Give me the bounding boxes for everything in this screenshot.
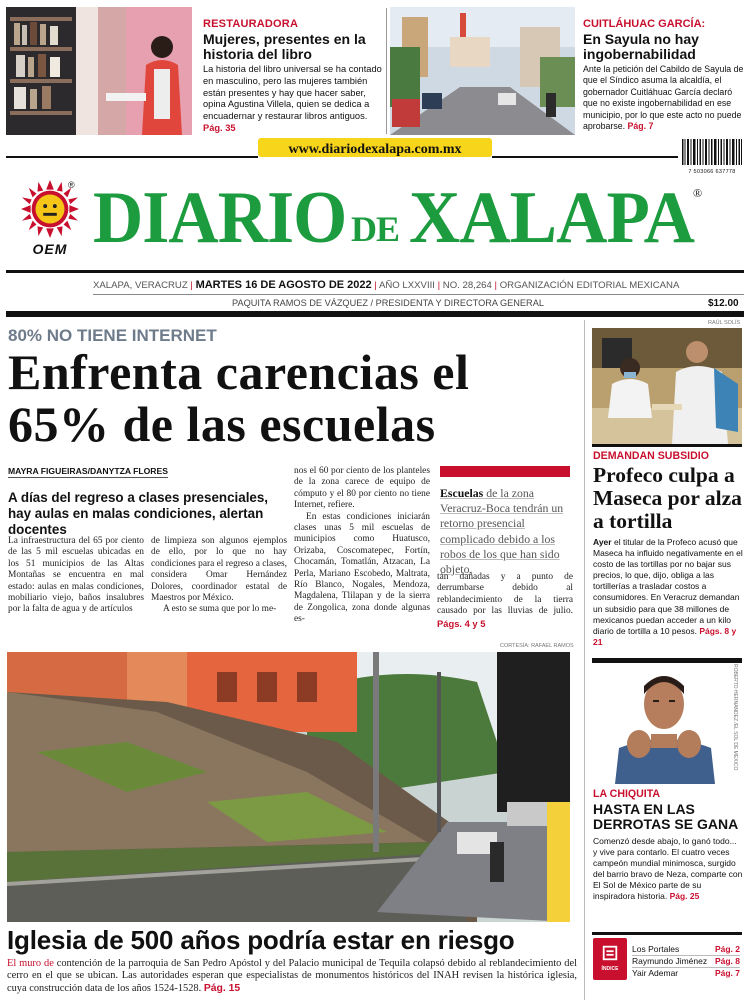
teaser-right-kicker: CUITLÁHUAC GARCÍA: bbox=[583, 18, 706, 30]
main-col4-text bbox=[437, 572, 573, 631]
title-xalapa: XALAPA bbox=[409, 177, 694, 259]
masthead-registered-small: ® bbox=[68, 180, 75, 190]
sidebar-body-2-text: Comenzó desde abajo, lo ganó todo... y vive para contarlo. El cuatro veces campeón mundial minimosca, surgido del barrio bravo de Neza, comparte con El Sol de México parte de su inspiradora historia. bbox=[593, 836, 743, 902]
sidebar-page[interactable]: Págs. 8 y 21 bbox=[593, 625, 737, 647]
sidebar-headline[interactable]: Profeco culpa a Maseca por alza a tortilla bbox=[593, 463, 742, 533]
website-bar[interactable] bbox=[258, 138, 492, 157]
sep: | bbox=[437, 280, 441, 291]
teaser-right-text: Ante la petición del Cabildo de Sayula de que el Síndico asuma la alcaldía, el gobernador Cuitláhuac García declaró que no existe ingobernabilidad en ese municipio, por lo que este acto no puede aprobarse. bbox=[583, 64, 744, 132]
main-byline: MAYRA FIGUEIRAS/DANYTZA FLORES bbox=[8, 466, 168, 476]
rule-top bbox=[6, 156, 258, 158]
sidebar-rule-2 bbox=[592, 658, 742, 663]
main-col4 bbox=[437, 572, 573, 631]
main-deck: A días del regreso a clases presenciales, hay aulas en malas condiciones, alertan docentes bbox=[8, 490, 269, 537]
index-list bbox=[632, 944, 740, 979]
teaser-left-title[interactable]: Mujeres, presentes en la historia del libro bbox=[203, 31, 366, 62]
masthead-title[interactable] bbox=[93, 178, 733, 258]
index-page: Pág. 7 bbox=[714, 968, 740, 978]
sidebar-body-2 bbox=[593, 836, 743, 903]
sidebar-headline-2[interactable]: HASTA EN LAS DERROTAS SE GANA bbox=[593, 801, 739, 832]
main-col2-b: A esto se suma que por lo me- bbox=[163, 604, 277, 615]
boxer-photo[interactable] bbox=[595, 664, 733, 784]
index-row[interactable] bbox=[632, 944, 740, 956]
teaser-left-kicker: RESTAURADORA bbox=[203, 18, 299, 30]
index-name: Raymundo Jiménez bbox=[632, 956, 708, 966]
dateline-city: XALAPA, VERACRUZ bbox=[93, 280, 188, 291]
pullquote-lead: Escuelas bbox=[440, 486, 484, 500]
dateline-org: ORGANIZACIÓN EDITORIAL MEXICANA bbox=[499, 280, 680, 291]
title-diario: DIARIO bbox=[93, 177, 347, 259]
index-name: Los Portales bbox=[632, 944, 680, 954]
main-col4-body: tán dañadas y a punto de derrumbarse debido al reblandecimiento de la tierra causado por las lluvias de julio. bbox=[437, 572, 573, 617]
teaser-right-body bbox=[583, 64, 745, 132]
divider-vertical-top bbox=[386, 8, 387, 134]
church-body-lead: El muro de bbox=[7, 958, 54, 969]
dateline-row bbox=[93, 279, 743, 291]
main-col2-a: de limpieza son algunos ejemplos de ello, por lo que no hay condiciones para el regreso a clases, considera Omar Hernández Dolores, coordinador estatal de Maestros por México. bbox=[151, 536, 287, 604]
main-col3 bbox=[294, 466, 430, 626]
index-rule bbox=[592, 932, 742, 935]
index-row[interactable] bbox=[632, 968, 740, 979]
teaser-right-title[interactable]: En Sayula no hay ingobernabilidad bbox=[583, 31, 699, 62]
sidebar-rule bbox=[592, 444, 742, 447]
index-name: Yair Ademar bbox=[632, 968, 679, 978]
church-body-text: contención de la parroquia de San Pedro Apóstol y del Palacio municipal de Tequila colapsó debido al reblandecimiento del cerro en el que se ubican. Las autoridades esperan que especialistas de monumentos históricos del INAH revisen la histórica iglesia, cuya construcción data de los años 1524-1528. bbox=[7, 958, 577, 994]
sidebar-body-text: el titular de la Profeco acusó que Maseca ha influido negativamente en el costo de las tortillas por no bajar sus precios, lo que, dijo, obliga a las tortillerías a trasladar costos a consumidores. En Veracruz demandan un subsidio para que 38 millones de mexicanos puedan acceder a un kilo diario de tortilla a 10 pesos. bbox=[593, 537, 743, 636]
column-divider bbox=[584, 320, 585, 1000]
main-col4-page[interactable]: Págs. 4 y 5 bbox=[437, 617, 486, 629]
index-page: Pág. 8 bbox=[714, 956, 740, 966]
director-line: PAQUITA RAMOS DE VÁZQUEZ / PRESIDENTA Y DIRECTORA GENERAL bbox=[232, 298, 544, 308]
index-row[interactable] bbox=[632, 956, 740, 968]
sep: | bbox=[374, 280, 377, 291]
sidebar-kicker-2: LA CHIQUITA bbox=[593, 788, 661, 800]
pullquote-bar bbox=[440, 466, 570, 477]
church-headline[interactable]: Iglesia de 500 años podría estar en riesgo bbox=[7, 925, 515, 955]
barcode-icon bbox=[681, 139, 743, 165]
teaser-left-text: La historia del libro universal se ha contado en masculino, pero las mujeres también están presentes y hay que hacer saber, opina Agustina Villela, quien se dedica a encuadernar y restaurar libros antiguos. bbox=[203, 64, 382, 122]
church-body bbox=[7, 958, 577, 995]
sidebar-photo[interactable] bbox=[592, 328, 742, 444]
pullquote-text: de la zona Veracruz-Boca tendrán un retorno presencial complicado debido a los robos de los que han sido objeto. bbox=[440, 486, 564, 577]
main-kicker: 80% NO TIENE INTERNET bbox=[8, 326, 217, 345]
index-page: Pág. 2 bbox=[714, 944, 740, 954]
title-de: DE bbox=[351, 209, 400, 249]
price: $12.00 bbox=[708, 298, 739, 309]
teaser-right-photo[interactable] bbox=[390, 7, 575, 135]
church-photo-credit: CORTESÍA: RAFAEL RAMOS bbox=[500, 643, 574, 649]
sidebar-body bbox=[593, 537, 743, 648]
dateline-date: MARTES 16 DE AGOSTO DE 2022 bbox=[195, 279, 372, 291]
barcode-number: 7 503066 637778 bbox=[688, 169, 736, 175]
sidebar-photo-credit: RAÚL SOLÍS bbox=[708, 320, 741, 326]
teaser-left[interactable] bbox=[203, 18, 383, 135]
teaser-left-body bbox=[203, 64, 383, 135]
oem-logo[interactable] bbox=[18, 180, 82, 257]
teaser-left-photo[interactable] bbox=[6, 7, 192, 135]
church-page[interactable]: Pág. 15 bbox=[203, 982, 241, 994]
index-book-icon bbox=[601, 944, 619, 962]
teaser-right-page[interactable]: Pág. 7 bbox=[627, 121, 654, 132]
rule-dateline bbox=[93, 294, 744, 295]
main-headline[interactable]: Enfrenta carencias el 65% de las escuelas bbox=[8, 344, 470, 452]
index-badge bbox=[593, 938, 627, 980]
sidebar-body-lead: Ayer bbox=[593, 537, 612, 547]
website-url[interactable]: www.diariodexalapa.com.mx bbox=[288, 142, 462, 157]
teaser-left-page[interactable]: Pág. 35 bbox=[203, 122, 236, 133]
rule-main bbox=[6, 311, 744, 317]
pullquote bbox=[440, 486, 570, 577]
church-photo[interactable] bbox=[7, 652, 570, 922]
main-col3-a: nos el 60 por ciento de los planteles de la zona carece de equipo de cómputo y el 80 por ciento no tiene Internet, refiere. bbox=[294, 466, 430, 511]
oem-logo-text: OEM bbox=[32, 241, 68, 257]
index-label: ÍNDICE bbox=[601, 966, 619, 972]
boxer-photo-credit: ROBERTO HERNÁNDEZ /EL SOL DE MÉXICO bbox=[732, 664, 738, 771]
dateline-number: NO. 28,264 bbox=[442, 280, 492, 291]
rule-masthead bbox=[6, 270, 744, 273]
title-registered: ® bbox=[693, 186, 702, 200]
sep: | bbox=[190, 280, 193, 291]
dateline-year: AÑO LXXVIII bbox=[378, 280, 435, 291]
teaser-right[interactable] bbox=[583, 18, 745, 132]
sidebar-page-2[interactable]: Pág. 25 bbox=[669, 891, 700, 902]
rule-top-right bbox=[492, 156, 678, 158]
barcode bbox=[681, 139, 743, 175]
sidebar-kicker: DEMANDAN SUBSIDIO bbox=[593, 450, 709, 462]
main-col2 bbox=[151, 536, 287, 616]
main-col1: La infraestructura del 65 por ciento de las 5 mil escuelas ubicadas en los 51 municipios de las Altas Montañas se encuentra en mal estado: aulas en malas condiciones, mobiliario viejo, baños insalubres por la falta de agua y de artículos bbox=[8, 536, 144, 615]
sep: | bbox=[494, 280, 498, 291]
main-col3-b: En estas condiciones iniciarán clases unas 5 mil escuelas de municipios como Huatusco, Orizaba, Coscomatepec, Fortín, Chocamán, Tomatlán, Atzacan, La Perla, Mariano Escobedo, Maltrata, Río Blanco, Nogales, Mendoza, Magdalena, Tlilapan y de la sierra de Zongolica, zona donde algunas es- bbox=[294, 511, 430, 625]
